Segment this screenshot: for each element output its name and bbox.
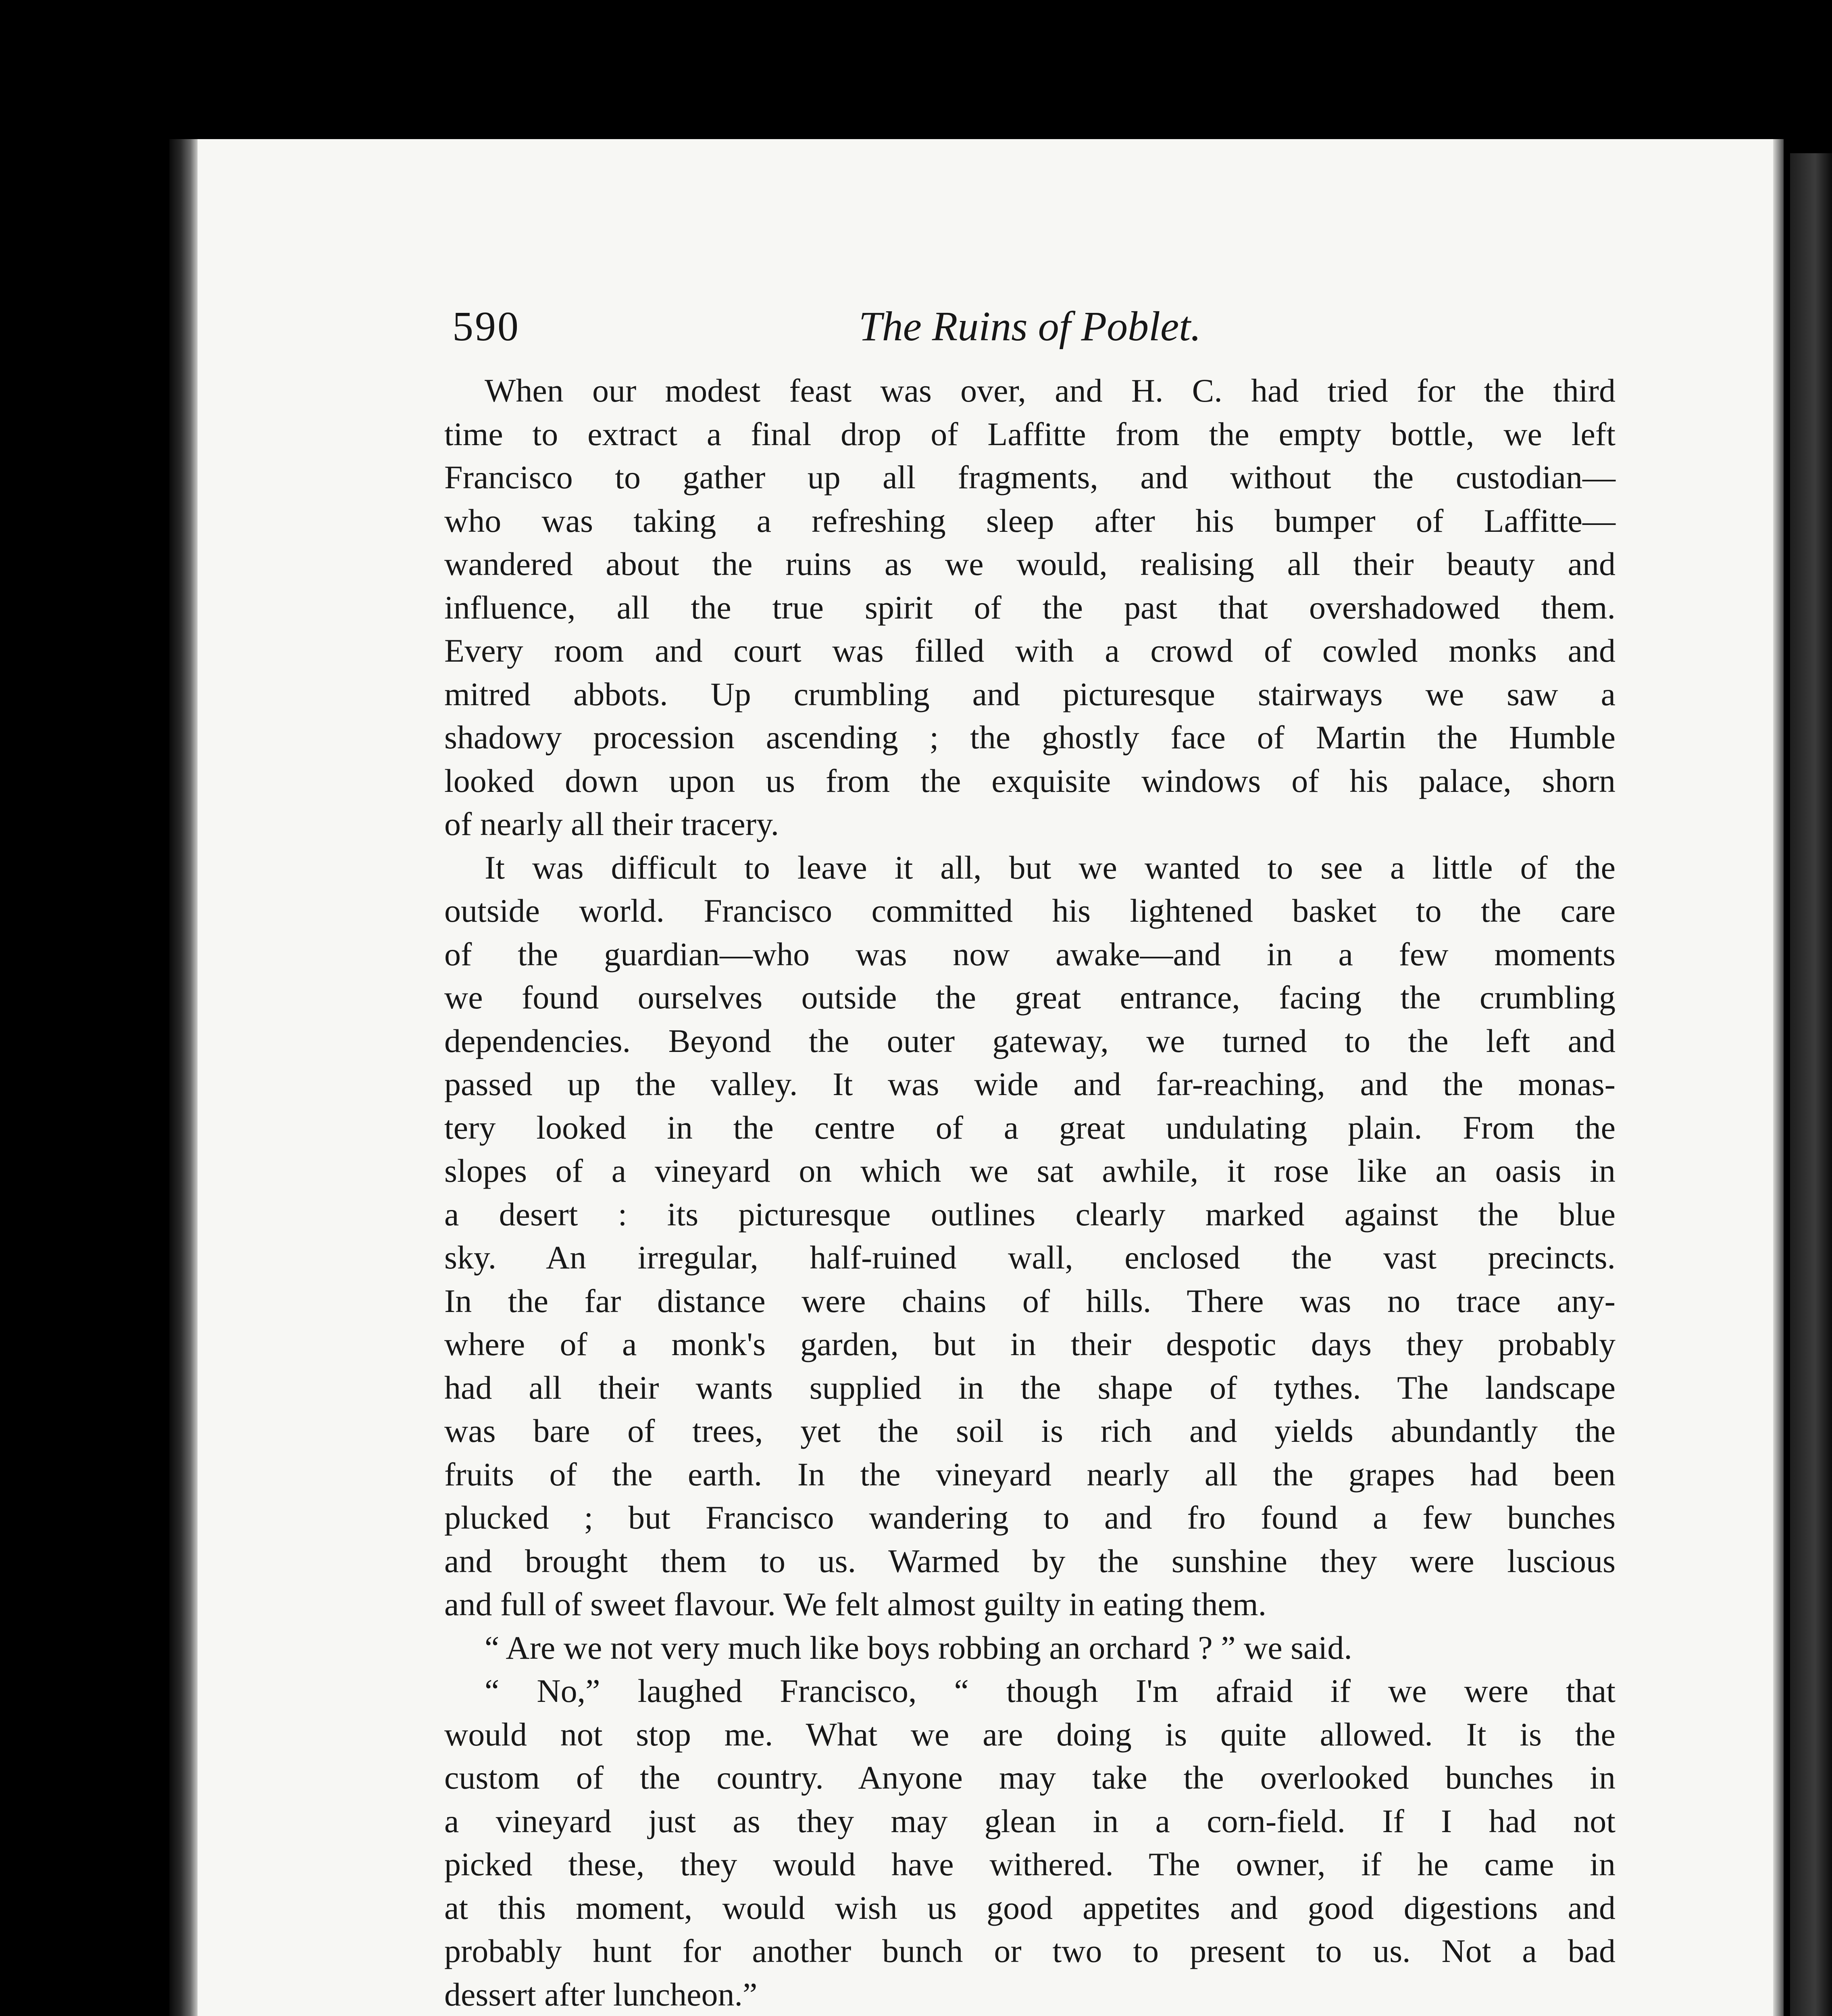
- text-line: looked down upon us from the exquisite windows of his palace, shorn: [444, 762, 1615, 799]
- text-line: a desert : its picturesque outlines clearly marked against the blue: [444, 1195, 1615, 1233]
- text-line: picked these, they would have withered. The owner, if he came in: [444, 1846, 1615, 1883]
- text-line: dessert after luncheon.”: [444, 1976, 758, 2013]
- text-line: tery looked in the centre of a great undulating plain. From the: [444, 1109, 1615, 1146]
- paragraph: [444, 846, 1615, 1626]
- text-line: would not stop me. What we are doing is quite allowed. It is the: [444, 1716, 1615, 1753]
- text-line: who was taking a refreshing sleep after his bumper of Laffitte—: [444, 502, 1615, 539]
- facing-page-edge: [1790, 153, 1832, 2016]
- text-line: passed up the valley. It was wide and far-reaching, and the monas-: [444, 1066, 1615, 1102]
- text-line: where of a monk's garden, but in their despotic days they probably: [444, 1326, 1615, 1362]
- text-line: probably hunt for another bunch or two to present to us. Not a bad: [444, 1933, 1615, 1969]
- text-line: plucked ; but Francisco wandering to and fro found a few bunches: [444, 1499, 1615, 1536]
- text-line: Francisco to gather up all fragments, and without the custodian—: [444, 459, 1615, 496]
- text-line: custom of the country. Anyone may take the overlooked bunches in: [444, 1759, 1615, 1796]
- text-line: influence, all the true spirit of the past that overshadowed them.: [444, 589, 1615, 626]
- text-line: of nearly all their tracery.: [444, 806, 779, 842]
- text-line: outside world. Francisco committed his lightened basket to the care: [444, 892, 1615, 929]
- text-line: fruits of the earth. In the vineyard nearly all the grapes had been: [444, 1456, 1615, 1493]
- paragraph: [444, 1626, 1615, 1670]
- binding-gutter: [169, 139, 198, 2016]
- text-line: Every room and court was filled with a crowd of cowled monks and: [444, 632, 1615, 669]
- text-line: and full of sweet flavour. We felt almost guilty in eating them.: [444, 1586, 1267, 1622]
- text-line: a vineyard just as they may glean in a corn-field. If I had not: [444, 1802, 1615, 1839]
- text-line: It was difficult to leave it all, but we wanted to see a little of the: [485, 849, 1615, 886]
- text-line: and brought them to us. Warmed by the sunshine they were luscious: [444, 1542, 1615, 1579]
- text-line: “ Are we not very much like boys robbing an orchard ? ” we said.: [485, 1629, 1352, 1666]
- text-line: had all their wants supplied in the shape of tythes. The landscape: [444, 1369, 1615, 1406]
- text-line: In the far distance were chains of hills. There was no trace any-: [444, 1282, 1615, 1319]
- text-line: sky. An irregular, half-ruined wall, enclosed the vast precincts.: [444, 1239, 1615, 1276]
- paragraph: [444, 369, 1615, 846]
- text-line: dependencies. Beyond the outer gateway, we turned to the left and: [444, 1022, 1615, 1059]
- running-title: The Ruins of Poblet.: [858, 303, 1201, 350]
- text-line: at this moment, would wish us good appetites and good digestions and: [444, 1889, 1615, 1926]
- text-line: mitred abbots. Up crumbling and picturesque stairways we saw a: [444, 675, 1615, 712]
- body-text: [444, 369, 1615, 2016]
- text-line: wandered about the ruins as we would, realising all their beauty and: [444, 546, 1615, 582]
- text-line: When our modest feast was over, and H. C. had tried for the third: [485, 372, 1615, 409]
- text-line: we found ourselves outside the great entrance, facing the crumbling: [444, 979, 1615, 1016]
- page-fore-edge: [1773, 139, 1784, 2016]
- text-line: slopes of a vineyard on which we sat awhile, it rose like an oasis in: [444, 1152, 1615, 1189]
- text-line: “ No,” laughed Francisco, “ though I'm afraid if we were that: [485, 1672, 1615, 1709]
- text-line: of the guardian—who was now awake—and in a few moments: [444, 935, 1615, 973]
- text-line: shadowy procession ascending ; the ghostly face of Martin the Humble: [444, 719, 1615, 756]
- paragraph: [444, 1669, 1615, 2016]
- page-number: 590: [452, 303, 520, 350]
- text-line: time to extract a final drop of Laffitte from the empty bottle, we left: [444, 415, 1615, 452]
- book-page: [169, 139, 1784, 2016]
- running-head: [444, 296, 1615, 361]
- text-line: was bare of trees, yet the soil is rich and yields abundantly the: [444, 1412, 1615, 1449]
